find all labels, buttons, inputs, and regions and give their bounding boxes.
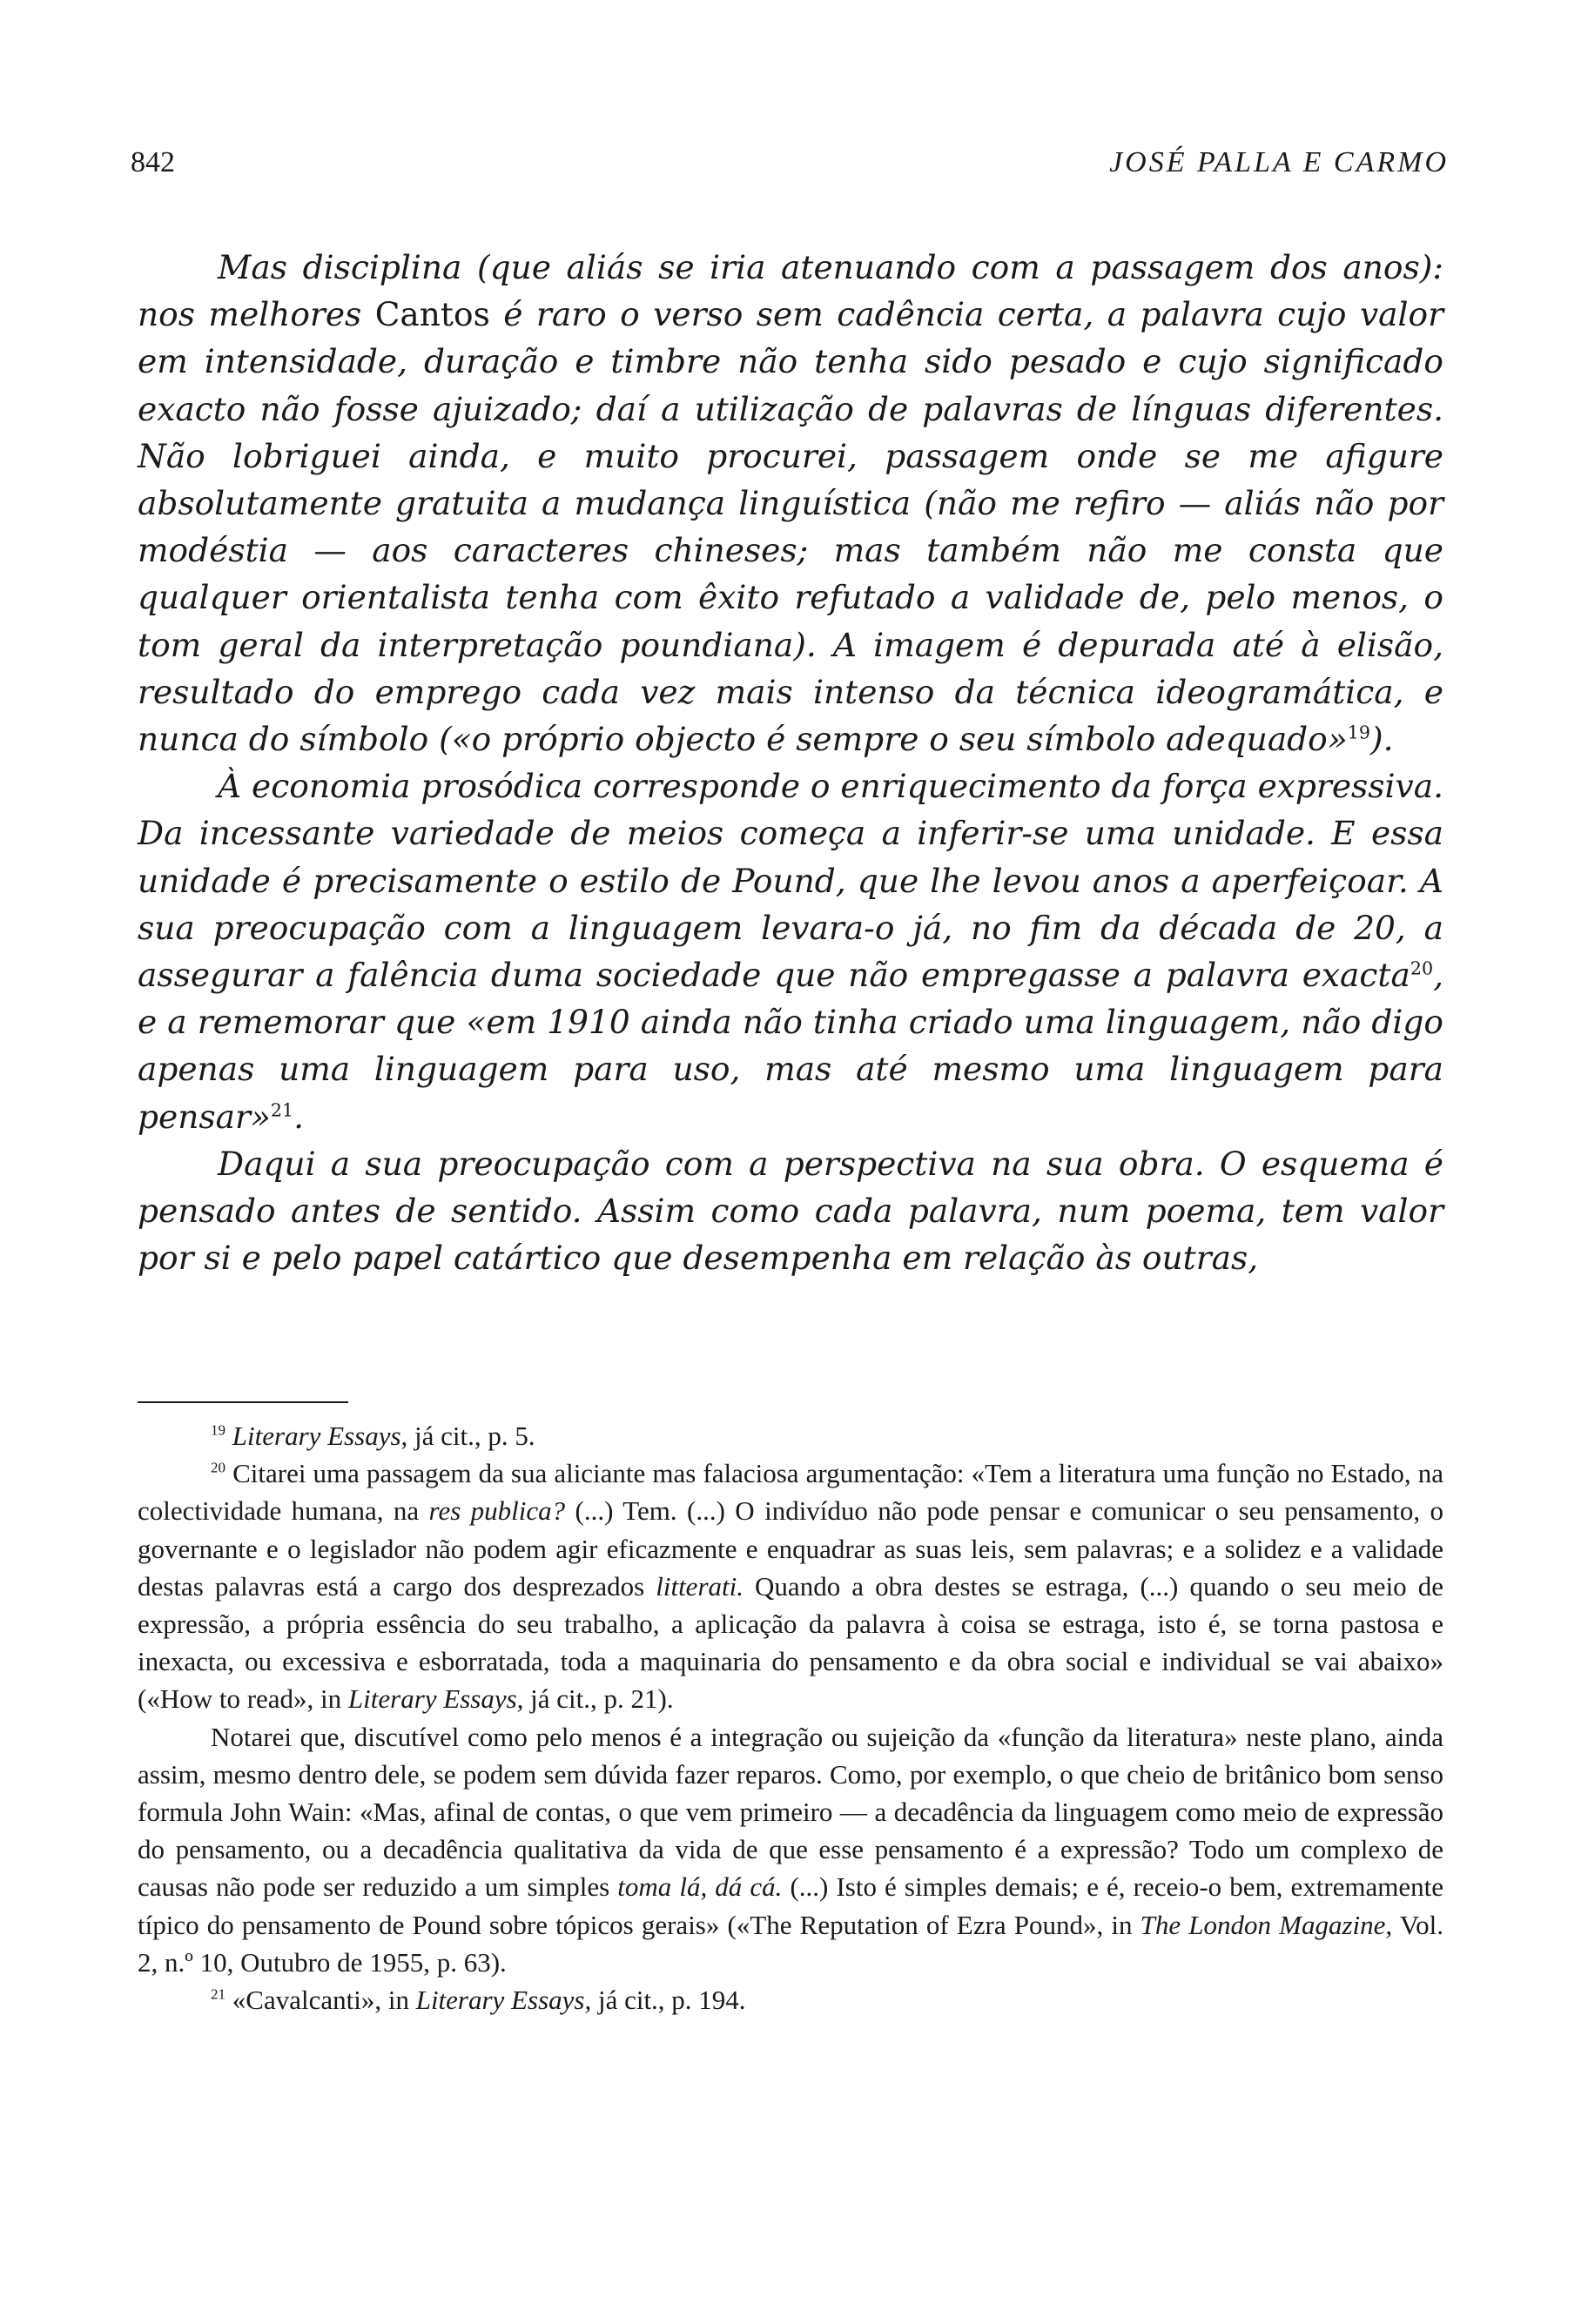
footnote-ref: 20 (1410, 957, 1434, 979)
running-head: JOSÉ PALLA E CARMO (1109, 146, 1449, 178)
footnote-continuation: Notarei que, discutível como pelo menos é a integração ou sujeição da «função da literatura» neste plano, ainda assim, mesmo dentro dele, se podem sem dúvida fazer reparos. Como, por exemplo, o que cheio de britânico bom senso formula John Wain: «Mas, afinal de contas, o que vem primeiro — a decadência da linguagem como meio de expressão do pensamento, ou a decadência qualitativa da vida de que esse pensamento é a expressão? Todo um complexo de causas não pode ser reduzido a um simples toma lá, dá cá. (...) Isto é simples demais; e é, receio-o bem, extremamente típico do pensamento de Pound sobre tópicos gerais» («The Reputation of Ezra Pound», in The London Magazine, Vol. 2, n.º 10, Outubro de 1955, p. 63). (138, 1721, 1444, 1978)
footnote: $^{21}$ «Cavalcanti», in Literary Essays, já cit., p. 194. (211, 1985, 746, 2016)
footnote-number: 19 (211, 1421, 226, 1439)
footnote-separator (138, 1401, 348, 1403)
body-text (138, 244, 1443, 1281)
page-number: 842 (131, 146, 175, 178)
page-header (131, 146, 1449, 198)
paragraph: À economia prosódica corresponde o enriquecimento da força expressiva. Da incessante variedade de meios começa a inferir-se uma unidade. E essa unidade é precisamente o estilo de Pound, que lhe levou anos a aperfeiçoar. A sua preocupação com a linguagem levara-o já, no fim da década de 20, a assegurar a falência duma sociedade que não empregasse a palavra exacta$^{20}$, e a rememorar que «em 1910 ainda não tinha criado uma linguagem, não digo apenas uma linguagem para uso, mas até mesmo uma linguagem para pensar»$^{21}$. (138, 767, 1443, 1136)
footnote: $^{19}$ Literary Essays, já cit., p. 5. (211, 1421, 535, 1451)
footnotes (138, 1417, 1443, 2018)
footnote-number: 20 (211, 1459, 226, 1476)
footnote: $^{20}$ Citarei uma passagem da sua aliciante mas falaciosa argumentação: «Tem a literatura uma função no Estado, na colectividade humana, na res publica? (...) Tem. (...) O indivíduo não pode pensar e comunicar o seu pensamento, o governante e o legislador não podem agir eficazmente e enquadrar as suas leis, sem palavras; e a solidez e a validade destas palavras está a cargo dos desprezados litterati. Quando a obra destes se estraga, (...) quando o seu meio de expressão, a própria essência do seu trabalho, a aplicação da palavra à coisa se estraga, isto é, se torna pastosa e inexacta, ou excessiva e esborratada, toda a maquinaria do pensamento e da obra social e individual se vai abaixo» («How to read», in Literary Essays, já cit., p. 21). (138, 1458, 1443, 1715)
work-title: Cantos (374, 295, 490, 334)
paragraph: Daqui a sua preocupação com a perspectiva na sua obra. O esquema é pensado antes de sentido. Assim como cada palavra, num poema, tem valor por si e pelo papel catártico que desempenha em relação às outras, (138, 1144, 1443, 1278)
footnote-number: 21 (211, 1985, 226, 2003)
footnote-ref: 19 (1347, 722, 1370, 743)
footnote-ref: 21 (270, 1099, 294, 1121)
paragraph: Mas disciplina (que aliás se iria atenuando com a passagem dos anos): nos melhores Cantos é raro o verso sem cadência certa, a palavra cujo valor em intensidade, duração e timbre não tenha sido pesado e cujo significado exacto não fosse ajuizado; daí a utilização de palavras de línguas diferentes. Não lobriguei ainda, e muito procurei, passagem onde se me afigure absolutamente gratuita a mudança linguística (não me refiro — aliás não por modéstia — aos caracteres chineses; mas também não me consta que qualquer orientalista tenha com êxito refutado a validade de, pelo menos, o tom geral da interpretação poundiana). A imagem é depurada até à elisão, resultado do emprego cada vez mais intenso da técnica ideogramática, e nunca do símbolo («o próprio objecto é sempre o seu símbolo adequado»$^{19}$). (138, 248, 1444, 759)
